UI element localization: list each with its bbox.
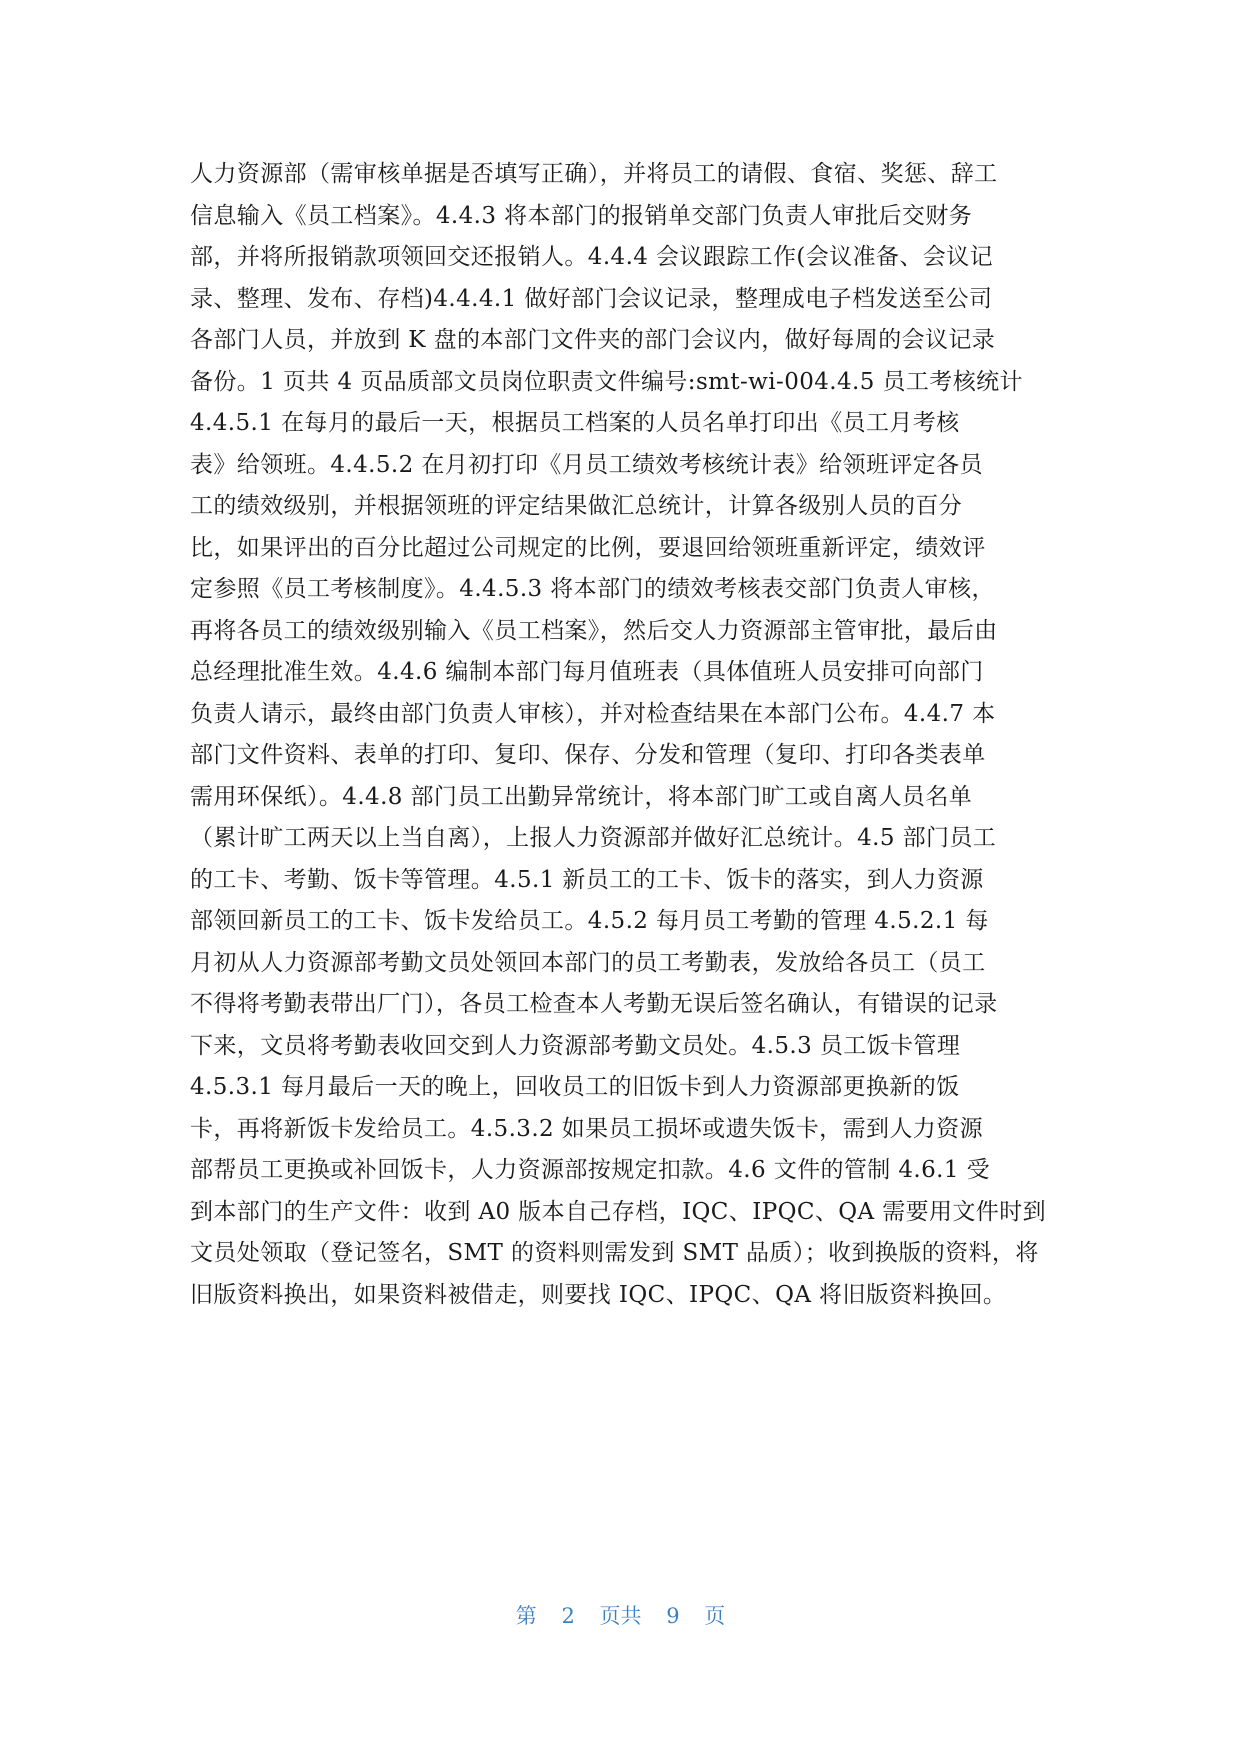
text-line-23: 4.5.3.1 每月最后一天的晚上，回收员工的旧饭卡到人力资源部更换新的饭 — [190, 1074, 960, 1100]
text-line-22: 下来，文员将考勤表收回交到人力资源部考勤文员处。4.5.3 员工饭卡管理 — [190, 1032, 961, 1059]
footer-total-pages: 9 — [666, 1604, 680, 1628]
page-footer — [0, 1600, 1241, 1630]
text-line-9: 工的绩效级别，并根据领班的评定结果做汇总统计，计算各级别人员的百分 — [190, 493, 963, 519]
text-line-16: 需用环保纸）。4.4.8 部门员工出勤异常统计，将本部门旷工或自离人员名单 — [190, 783, 973, 810]
text-line-17: （累计旷工两天以上当自离），上报人力资源部并做好汇总统计。4.5 部门员工 — [190, 825, 997, 851]
text-line-3: 部，并将所报销款项领回交还报销人。4.4.4 会议跟踪工作(会议准备、会议记 — [190, 244, 994, 270]
text-line-18: 的工卡、考勤、饭卡等管理。4.5.1 新员工的工卡、饭卡的落实，到人力资源 — [190, 866, 984, 893]
text-line-6: 备份。1 页共 4 页品质部文员岗位职责文件编号:smt-wi-004.4.5 员工考核统计 — [190, 368, 1023, 395]
footer-middle: 页共 — [599, 1604, 642, 1628]
body-text — [190, 154, 1060, 1316]
text-line-21: 不得将考勤表带出厂门），各员工检查本人考勤无误后签名确认，有错误的记录 — [190, 991, 998, 1017]
text-line-28: 旧版资料换出，如果资料被借走，则要找 IQC、IPQC、QA 将旧版资料换回。 — [190, 1281, 1007, 1308]
text-line-7: 4.4.5.1 在每月的最后一天，根据员工档案的人员名单打印出《员工月考核 — [190, 410, 960, 436]
text-line-2: 信息输入《员工档案》。4.4.3 将本部门的报销单交部门负责人审批后交财务 — [190, 202, 973, 229]
text-line-1: 人力资源部（需审核单据是否填写正确），并将员工的请假、食宿、奖惩、辞工 — [190, 161, 998, 187]
text-line-26: 到本部门的生产文件：收到 A0 版本自己存档，IQC、IPQC、QA 需要用文件时到 — [190, 1198, 1046, 1225]
footer-suffix: 页 — [704, 1604, 726, 1628]
footer-current-page: 2 — [561, 1604, 575, 1628]
text-line-15: 部门文件资料、表单的打印、复印、保存、分发和管理（复印、打印各类表单 — [190, 742, 986, 768]
text-line-5: 各部门人员，并放到 K 盘的本部门文件夹的部门会议内，做好每周的会议记录 — [190, 327, 996, 353]
text-line-13: 总经理批准生效。4.4.6 编制本部门每月值班表（具体值班人员安排可向部门 — [190, 659, 984, 685]
text-line-27: 文员处领取（登记签名，SMT 的资料则需发到 SMT 品质）；收到换版的资料，将 — [190, 1240, 1039, 1266]
text-line-4: 录、整理、发布、存档)4.4.4.1 做好部门会议记录，整理成电子档发送至公司 — [190, 285, 993, 312]
text-line-10: 比，如果评出的百分比超过公司规定的比例，要退回给领班重新评定，绩效评 — [190, 534, 986, 561]
text-line-8: 表》给领班。4.4.5.2 在月初打印《月员工绩效考核统计表》给领班评定各员 — [190, 451, 983, 478]
text-line-24: 卡，再将新饭卡发给员工。4.5.3.2 如果员工损坏或遗失饭卡，需到人力资源 — [190, 1115, 983, 1142]
text-line-20: 月初从人力资源部考勤文员处领回本部门的员工考勤表，发放给各员工（员工 — [190, 949, 986, 976]
text-line-12: 再将各员工的绩效级别输入《员工档案》，然后交人力资源部主管审批，最后由 — [190, 617, 998, 644]
text-line-14: 负责人请示，最终由部门负责人审核），并对检查结果在本部门公布。4.4.7 本 — [190, 700, 996, 727]
text-line-19: 部领回新员工的工卡、饭卡发给员工。4.5.2 每月员工考勤的管理 4.5.2.1 每 — [190, 908, 989, 934]
footer-prefix: 第 — [515, 1604, 537, 1628]
text-line-11: 定参照《员工考核制度》。4.4.5.3 将本部门的绩效考核表交部门负责人审核， — [190, 576, 995, 602]
text-line-25: 部帮员工更换或补回饭卡，人力资源部按规定扣款。4.6 文件的管制 4.6.1 受 — [190, 1157, 991, 1183]
